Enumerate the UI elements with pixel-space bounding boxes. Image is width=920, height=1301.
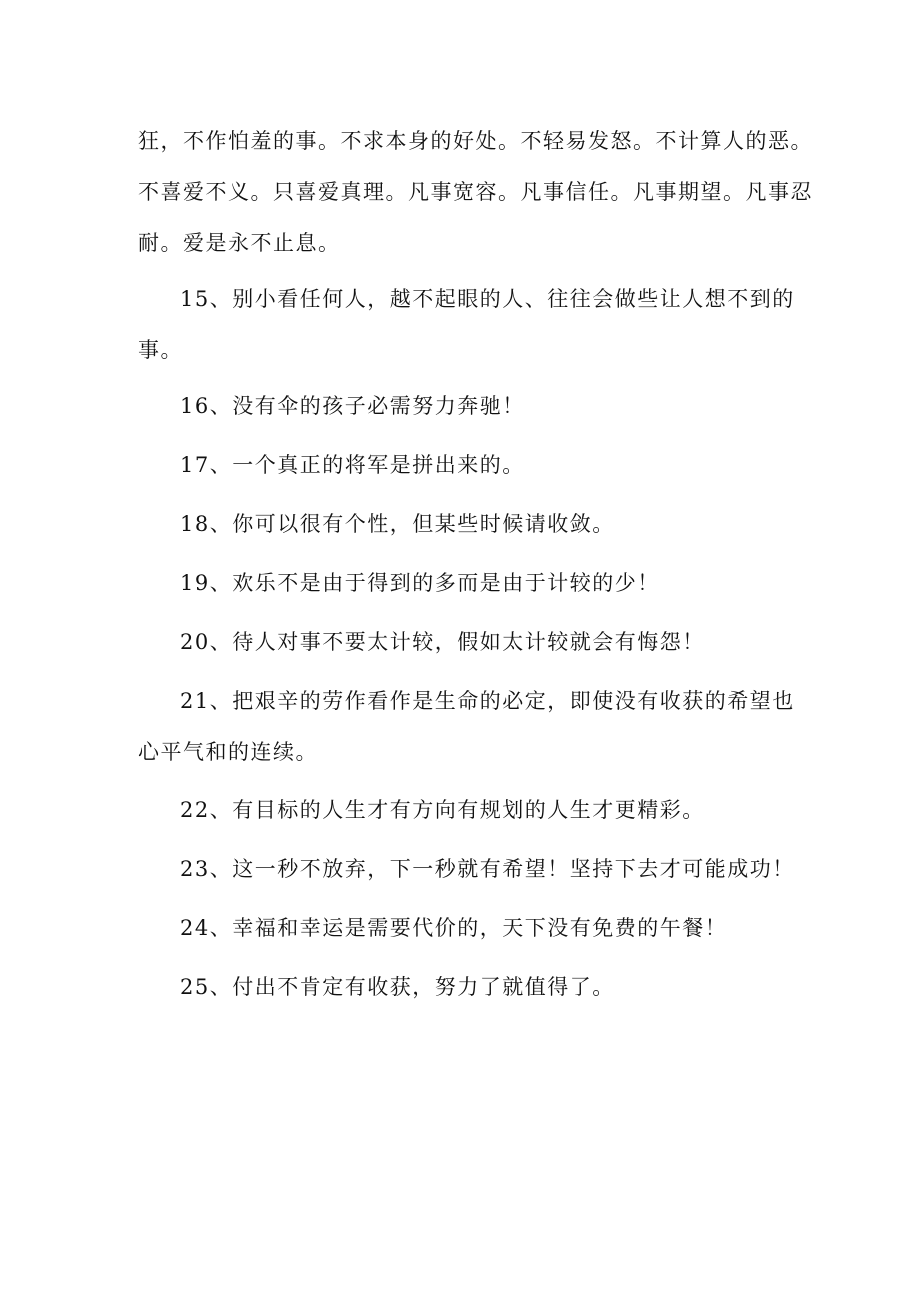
text-line: 15、别小看任何人，越不起眼的人、往往会做些让人想不到的 [180,287,795,311]
text-line: 23、这一秒不放弃，下一秒就有希望！坚持下去才可能成功！ [180,857,795,881]
text-line: 18、你可以很有个性，但某些时候请收敛。 [180,512,615,536]
text-line: 事。 [138,338,183,362]
text-line: 心平气和的连续。 [138,740,318,764]
text-line: 24、幸福和幸运是需要代价的，天下没有免费的午餐！ [180,916,728,940]
text-line: 不喜爱不义。只喜爱真理。凡事宽容。凡事信任。凡事期望。凡事忍 [138,180,813,204]
text-line: 16、没有伞的孩子必需努力奔驰！ [180,394,525,418]
text-line: 20、待人对事不要太计较，假如太计较就会有悔怨！ [180,630,705,654]
text-line: 19、欢乐不是由于得到的多而是由于计较的少！ [180,571,660,595]
text-line: 25、付出不肯定有收获，努力了就值得了。 [180,975,615,999]
text-line: 17、一个真正的将军是拼出来的。 [180,453,525,477]
text-line: 耐。爱是永不止息。 [138,231,341,255]
text-line: 狂，不作怕羞的事。不求本身的好处。不轻易发怒。不计算人的恶。 [138,129,813,153]
text-line: 21、把艰辛的劳作看作是生命的必定，即使没有收获的希望也 [180,689,795,713]
text-line: 22、有目标的人生才有方向有规划的人生才更精彩。 [180,798,705,822]
